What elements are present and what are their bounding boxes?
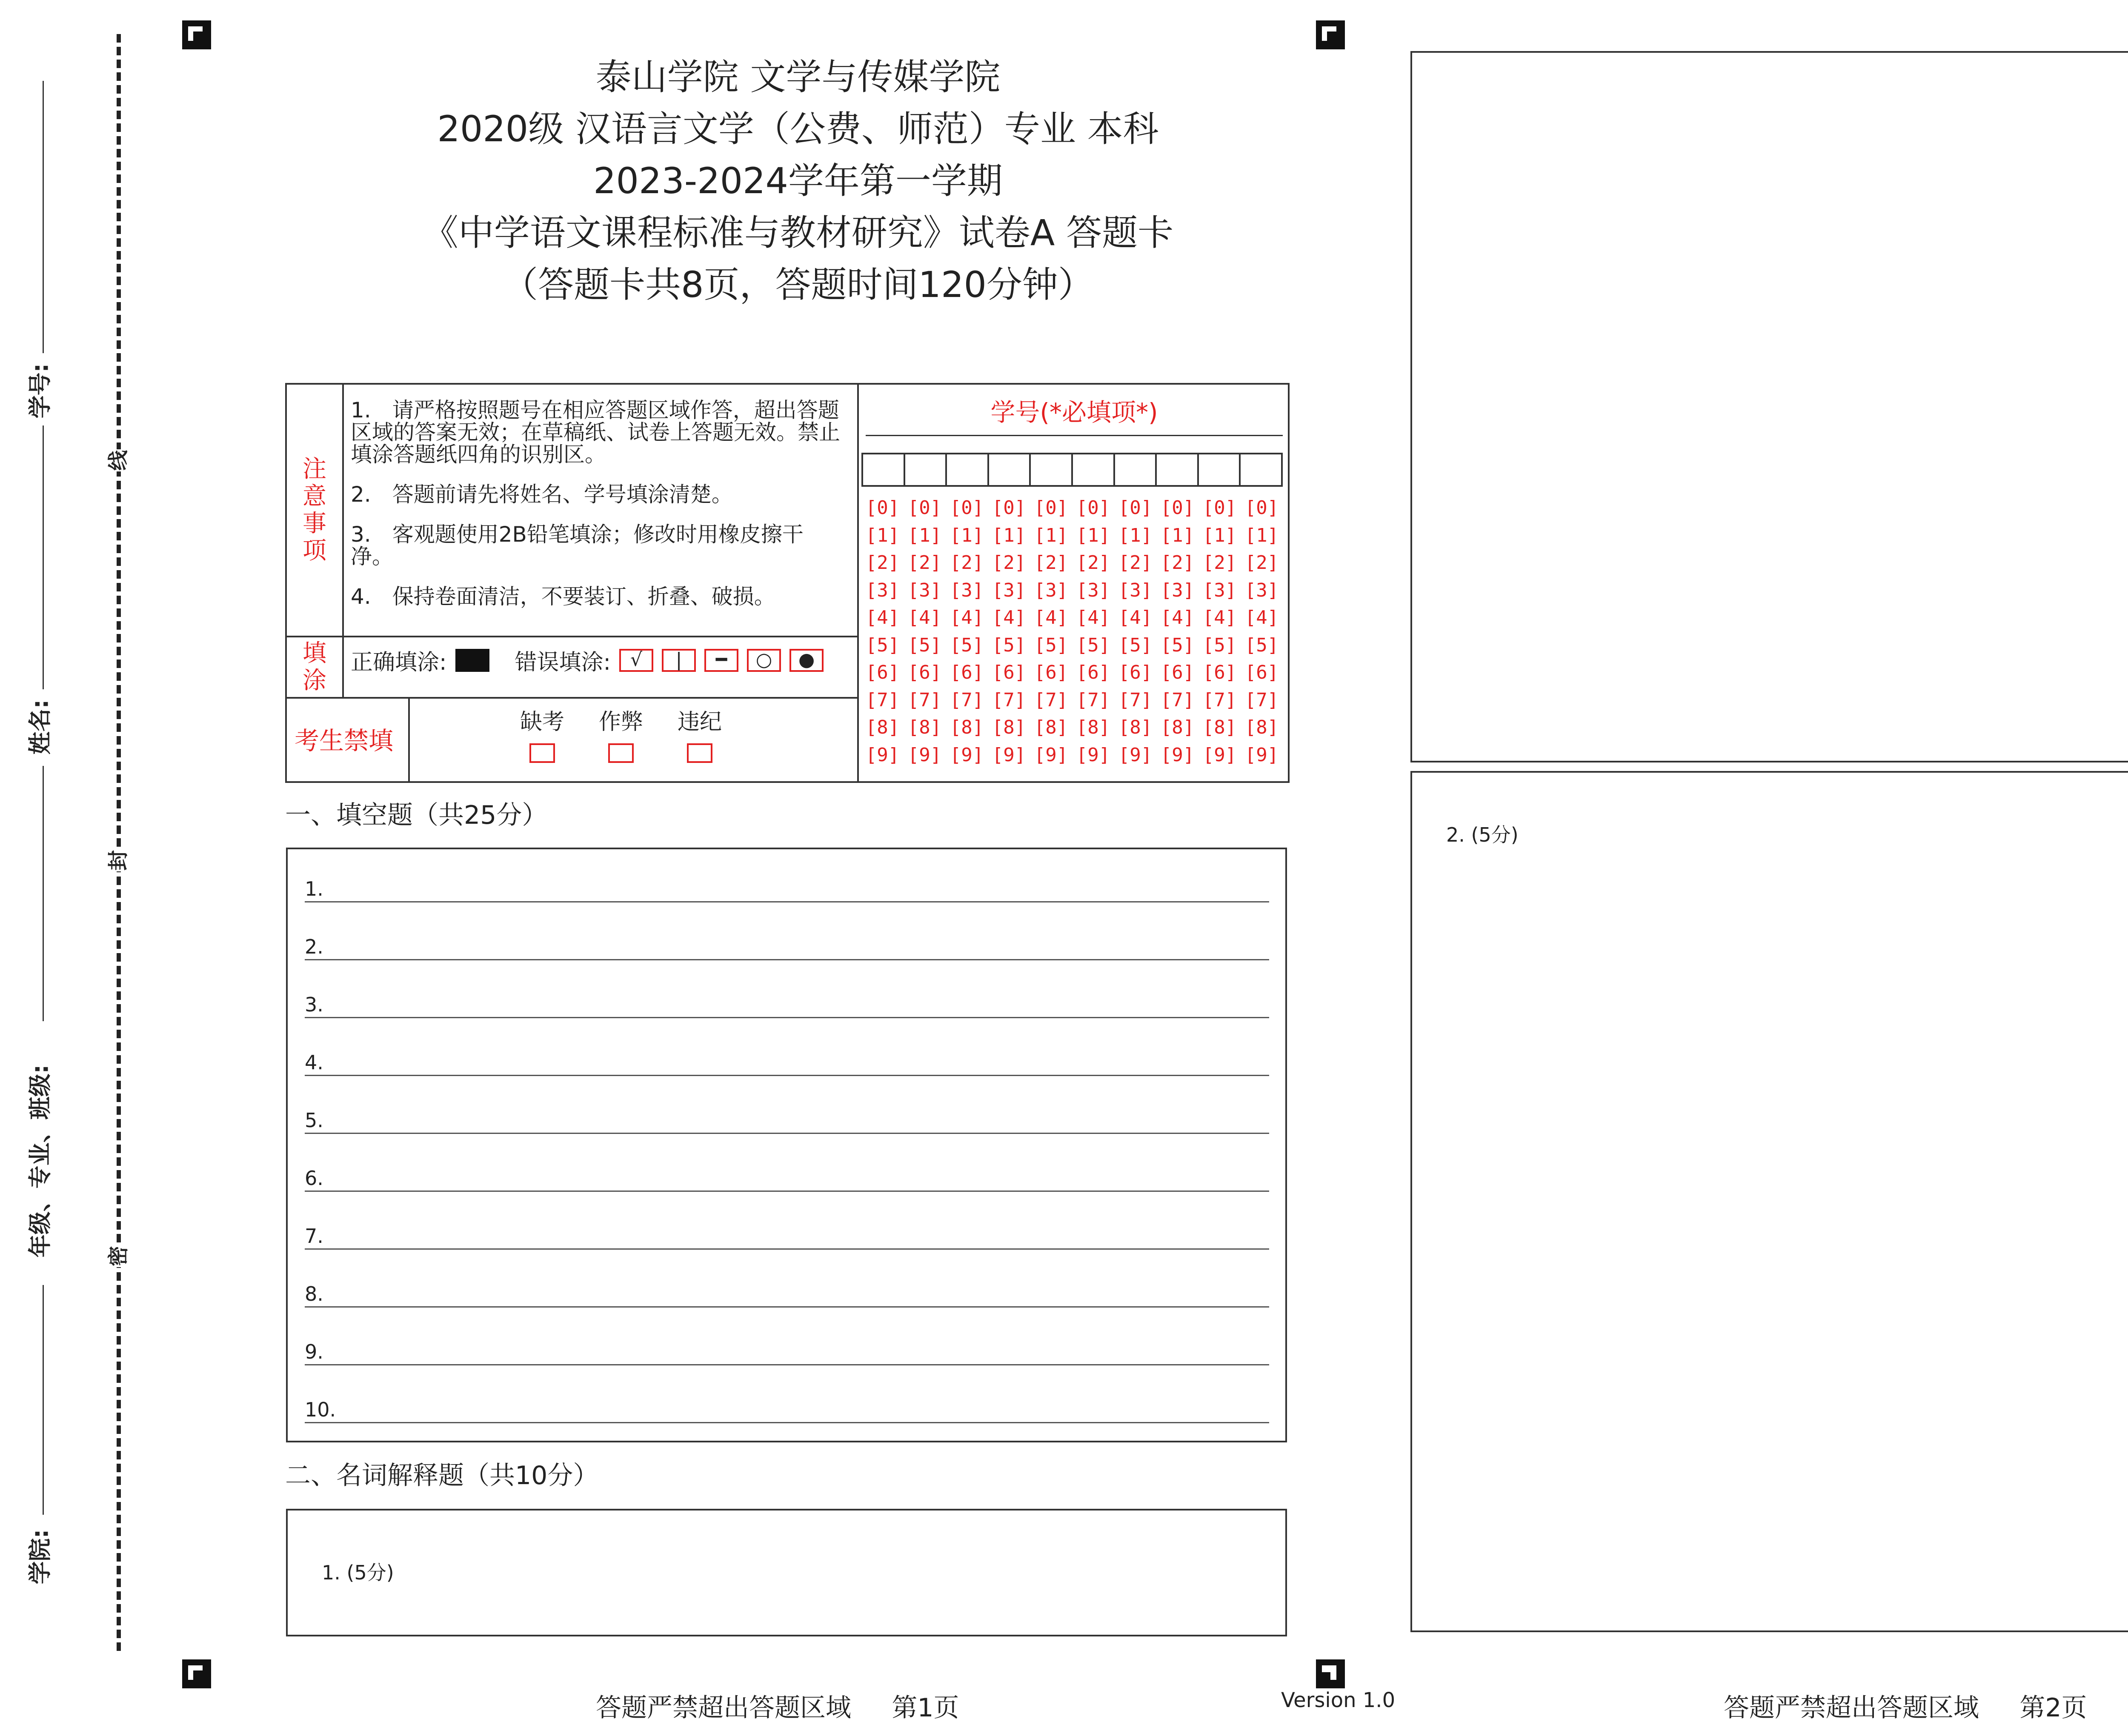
answer-line[interactable]: 3. [305, 991, 1269, 1018]
header-line: 泰山学院 文学与传媒学院 [595, 56, 1001, 98]
digit-bubble[interactable]: [1] [865, 524, 900, 546]
digit-bubble[interactable]: [5] [1034, 634, 1068, 656]
student-id-label: 学号: [26, 363, 54, 419]
binding-char-secret: 密 [105, 1245, 132, 1267]
digit-bubble[interactable]: [2] [865, 552, 900, 574]
digit-bubble[interactable]: [3] [1202, 579, 1237, 601]
answer-line[interactable]: 4. [305, 1049, 1269, 1076]
digit-bubble[interactable]: [8] [950, 717, 984, 738]
divider [866, 435, 1283, 436]
id-cell[interactable] [1031, 454, 1073, 485]
digit-bubble[interactable]: [4] [992, 607, 1026, 628]
digit-bubble[interactable]: [3] [1034, 579, 1068, 601]
section1-title: 一、填空题（共25分） [285, 800, 548, 830]
binding-char-seal: 封 [105, 849, 132, 871]
digit-bubble[interactable]: [8] [1244, 717, 1279, 738]
checkbox[interactable] [529, 743, 555, 763]
digit-bubble[interactable]: [7] [1160, 689, 1195, 711]
corner-marker [182, 20, 211, 49]
divider [287, 697, 857, 699]
student-id-bubble-grid[interactable] [861, 494, 1283, 769]
exam-header [298, 51, 1298, 311]
name-label: 姓名: [26, 699, 54, 755]
checkbox[interactable] [608, 743, 634, 763]
divider [287, 636, 857, 637]
id-cell[interactable] [947, 454, 989, 485]
digit-bubble[interactable]: [3] [865, 579, 900, 601]
info-box [285, 383, 1290, 783]
id-cell[interactable] [1157, 454, 1199, 485]
digit-bubble[interactable]: [1] [950, 524, 984, 546]
digit-row [861, 714, 1283, 742]
footer-page2: 答题严禁超出答题区域 第2页 [1724, 1693, 2087, 1723]
digit-bubble[interactable]: [9] [1160, 744, 1195, 766]
digit-bubble[interactable]: [6] [865, 662, 900, 683]
digit-bubble[interactable]: [0] [1034, 497, 1068, 519]
digit-bubble[interactable]: [2] [1160, 552, 1195, 574]
header-line: （答题卡共8页，答题时间120分钟） [502, 264, 1094, 306]
answer-area-q2[interactable] [1410, 771, 2128, 1632]
header-line: 《中学语文课程标准与教材研究》试卷A 答题卡 [422, 212, 1174, 254]
digit-bubble[interactable]: [0] [907, 497, 942, 519]
digit-row [861, 604, 1283, 632]
digit-bubble[interactable]: [5] [907, 634, 942, 656]
notice-item: 1. 请严格按照题号在相应答题区域作答，超出答题区域的答案无效；在草稿纸、试卷上答题无效。禁止填涂答题纸四角的识别区。 [351, 398, 840, 467]
digit-row [861, 742, 1283, 769]
wrong-fill-sample: ━ [704, 649, 738, 672]
ban-absent[interactable]: 缺考 [500, 704, 585, 763]
digit-bubble[interactable]: [3] [907, 579, 942, 601]
digit-row [861, 577, 1283, 605]
digit-bubble[interactable]: [6] [1034, 662, 1068, 683]
digit-bubble[interactable]: [6] [1076, 662, 1110, 683]
id-cell[interactable] [1241, 454, 1281, 485]
digit-bubble[interactable]: [5] [1202, 634, 1237, 656]
corner-marker [182, 1659, 211, 1688]
notice-item: 4. 保持卷面清洁，不要装订、折叠、破损。 [351, 584, 775, 609]
answer-line[interactable]: 2. [305, 934, 1269, 960]
digit-bubble[interactable]: [1] [1034, 524, 1068, 546]
digit-bubble[interactable]: [4] [1118, 607, 1153, 628]
digit-bubble[interactable]: [2] [1118, 552, 1153, 574]
digit-bubble[interactable]: [3] [1244, 579, 1279, 601]
answer-area-continued[interactable] [1410, 51, 2128, 762]
digit-bubble[interactable]: [0] [950, 497, 984, 519]
digit-row [861, 659, 1283, 687]
digit-bubble[interactable]: [2] [950, 552, 984, 574]
name-underline [43, 425, 44, 689]
digit-bubble[interactable]: [3] [1118, 579, 1153, 601]
term-answer-area[interactable] [286, 1509, 1287, 1636]
digit-bubble[interactable]: [6] [1118, 662, 1153, 683]
digit-bubble[interactable]: [1] [1076, 524, 1110, 546]
header-line: 2020级 汉语言文学（公费、师范）专业 本科 [437, 108, 1159, 150]
digit-bubble[interactable]: [4] [865, 607, 900, 628]
correct-fill-sample [455, 649, 489, 672]
digit-bubble[interactable]: [1] [1244, 524, 1279, 546]
digit-bubble[interactable]: [8] [1034, 717, 1068, 738]
student-id-underline [43, 81, 44, 353]
fill-label: 填涂 [303, 640, 326, 694]
question-label: 2. (5分) [1446, 823, 1519, 846]
digit-row [861, 522, 1283, 550]
digit-bubble[interactable]: [2] [1202, 552, 1237, 574]
digit-bubble[interactable]: [1] [907, 524, 942, 546]
binding-dashed-line [117, 34, 121, 1651]
digit-bubble[interactable]: [0] [1118, 497, 1153, 519]
ban-violation[interactable]: 违纪 [657, 704, 742, 763]
digit-bubble[interactable]: [4] [1244, 607, 1279, 628]
college-label: 学院: [26, 1529, 54, 1585]
digit-bubble[interactable]: [2] [907, 552, 942, 574]
id-cell[interactable] [905, 454, 947, 485]
digit-row [861, 549, 1283, 577]
digit-bubble[interactable]: [5] [992, 634, 1026, 656]
digit-bubble[interactable]: [9] [907, 744, 942, 766]
digit-bubble[interactable]: [5] [865, 634, 900, 656]
digit-bubble[interactable]: [6] [992, 662, 1026, 683]
notice-label: 注意事项 [303, 455, 326, 565]
class-underline [43, 766, 44, 1021]
digit-bubble[interactable]: [5] [1244, 634, 1279, 656]
digit-bubble[interactable]: [2] [1076, 552, 1110, 574]
digit-bubble[interactable]: [9] [992, 744, 1026, 766]
digit-bubble[interactable]: [3] [950, 579, 984, 601]
answer-line[interactable]: 6. [305, 1165, 1269, 1192]
digit-bubble[interactable]: [4] [950, 607, 984, 628]
digit-bubble[interactable]: [6] [1244, 662, 1279, 683]
digit-bubble[interactable]: [6] [950, 662, 984, 683]
digit-bubble[interactable]: [5] [1076, 634, 1110, 656]
answer-line[interactable]: 10. [305, 1396, 1269, 1423]
digit-bubble[interactable]: [4] [1034, 607, 1068, 628]
digit-bubble[interactable]: [1] [1118, 524, 1153, 546]
digit-bubble[interactable]: [7] [950, 689, 984, 711]
id-cell[interactable] [1199, 454, 1241, 485]
digit-bubble[interactable]: [9] [1118, 744, 1153, 766]
section2-title: 二、名词解释题（共10分） [285, 1461, 599, 1490]
answer-line[interactable]: 8. [305, 1281, 1269, 1308]
digit-bubble[interactable]: [8] [1118, 717, 1153, 738]
digit-bubble[interactable]: [7] [1202, 689, 1237, 711]
wrong-fill-sample: ● [789, 649, 824, 672]
digit-bubble[interactable]: [7] [1076, 689, 1110, 711]
digit-bubble[interactable]: [9] [1076, 744, 1110, 766]
digit-bubble[interactable]: [9] [1034, 744, 1068, 766]
digit-bubble[interactable]: [0] [1076, 497, 1110, 519]
answer-line[interactable]: 7. [305, 1223, 1269, 1250]
student-id-entry[interactable] [861, 453, 1283, 487]
notice-item: 2. 答题前请先将姓名、学号填涂清楚。 [351, 482, 733, 507]
divider [857, 385, 859, 783]
fill-instructions [351, 644, 824, 676]
digit-bubble[interactable]: [3] [992, 579, 1026, 601]
question-label: 1. (5分) [322, 1561, 394, 1584]
digit-bubble[interactable]: [3] [1160, 579, 1195, 601]
digit-bubble[interactable]: [9] [865, 744, 900, 766]
digit-bubble[interactable]: [1] [992, 524, 1026, 546]
header-line: 2023-2024学年第一学期 [593, 160, 1003, 202]
wrong-fill-label: 错误填涂: [515, 650, 611, 675]
ban-cheating[interactable]: 作弊 [578, 704, 664, 763]
digit-bubble[interactable]: [9] [1202, 744, 1237, 766]
notice-list [351, 399, 840, 625]
digit-bubble[interactable]: [8] [992, 717, 1026, 738]
digit-bubble[interactable]: [0] [865, 497, 900, 519]
digit-bubble[interactable]: [9] [1244, 744, 1279, 766]
answer-line[interactable]: 5. [305, 1107, 1269, 1134]
digit-bubble[interactable]: [3] [1076, 579, 1110, 601]
digit-bubble[interactable]: [0] [1244, 497, 1279, 519]
wrong-fill-sample: | [662, 649, 696, 672]
digit-bubble[interactable]: [7] [1118, 689, 1153, 711]
digit-bubble[interactable]: [2] [992, 552, 1026, 574]
id-cell[interactable] [863, 454, 905, 485]
college-underline [43, 1285, 44, 1515]
digit-row [861, 494, 1283, 522]
digit-bubble[interactable]: [5] [1160, 634, 1195, 656]
wrong-fill-sample: √ [619, 649, 653, 672]
digit-bubble[interactable]: [2] [1244, 552, 1279, 574]
digit-bubble[interactable]: [8] [1202, 717, 1237, 738]
digit-bubble[interactable]: [8] [865, 717, 900, 738]
binding-char-line: 线 [105, 449, 132, 471]
notice-item: 3. 客观题使用2B铅笔填涂；修改时用橡皮擦干净。 [351, 522, 804, 569]
footer-page1: 答题严禁超出答题区域 第1页 [596, 1693, 959, 1723]
id-cell[interactable] [1115, 454, 1157, 485]
digit-bubble[interactable]: [0] [1202, 497, 1237, 519]
digit-bubble[interactable]: [6] [1160, 662, 1195, 683]
corner-marker [1316, 1659, 1345, 1688]
digit-row [861, 687, 1283, 714]
fill-blank-area[interactable] [286, 848, 1287, 1442]
digit-bubble[interactable]: [5] [950, 634, 984, 656]
correct-fill-label: 正确填涂: [351, 650, 447, 675]
digit-bubble[interactable]: [4] [1160, 607, 1195, 628]
checkbox[interactable] [687, 743, 712, 763]
student-id-title: 学号(*必填项*) [990, 398, 1158, 427]
digit-bubble[interactable]: [2] [1034, 552, 1068, 574]
id-cell[interactable] [1073, 454, 1115, 485]
digit-bubble[interactable]: [0] [1160, 497, 1195, 519]
id-cell[interactable] [989, 454, 1031, 485]
digit-bubble[interactable]: [9] [950, 744, 984, 766]
notice-label-cell [287, 385, 344, 636]
digit-row [861, 632, 1283, 660]
wrong-fill-sample: ○ [747, 649, 781, 672]
digit-bubble[interactable]: [4] [907, 607, 942, 628]
digit-bubble[interactable]: [4] [1076, 607, 1110, 628]
divider [408, 697, 410, 783]
digit-bubble[interactable]: [7] [992, 689, 1026, 711]
digit-bubble[interactable]: [6] [907, 662, 942, 683]
version-label: Version 1.0 [1281, 1688, 1396, 1712]
answer-line[interactable]: 9. [305, 1339, 1269, 1365]
digit-bubble[interactable]: [8] [907, 717, 942, 738]
digit-bubble[interactable]: [1] [1160, 524, 1195, 546]
digit-bubble[interactable]: [1] [1202, 524, 1237, 546]
digit-bubble[interactable]: [4] [1202, 607, 1237, 628]
digit-bubble[interactable]: [6] [1202, 662, 1237, 683]
corner-marker [1316, 20, 1345, 49]
digit-bubble[interactable]: [7] [907, 689, 942, 711]
digit-bubble[interactable]: [7] [1034, 689, 1068, 711]
digit-bubble[interactable]: [8] [1076, 717, 1110, 738]
digit-bubble[interactable]: [7] [865, 689, 900, 711]
ban-label: 考生禁填 [295, 726, 394, 755]
digit-bubble[interactable]: [8] [1160, 717, 1195, 738]
class-label: 年级、专业、班级: [26, 1064, 54, 1258]
answer-line[interactable]: 1. [305, 876, 1269, 902]
digit-bubble[interactable]: [7] [1244, 689, 1279, 711]
digit-bubble[interactable]: [5] [1118, 634, 1153, 656]
fill-label-cell [287, 637, 344, 697]
digit-bubble[interactable]: [0] [992, 497, 1026, 519]
